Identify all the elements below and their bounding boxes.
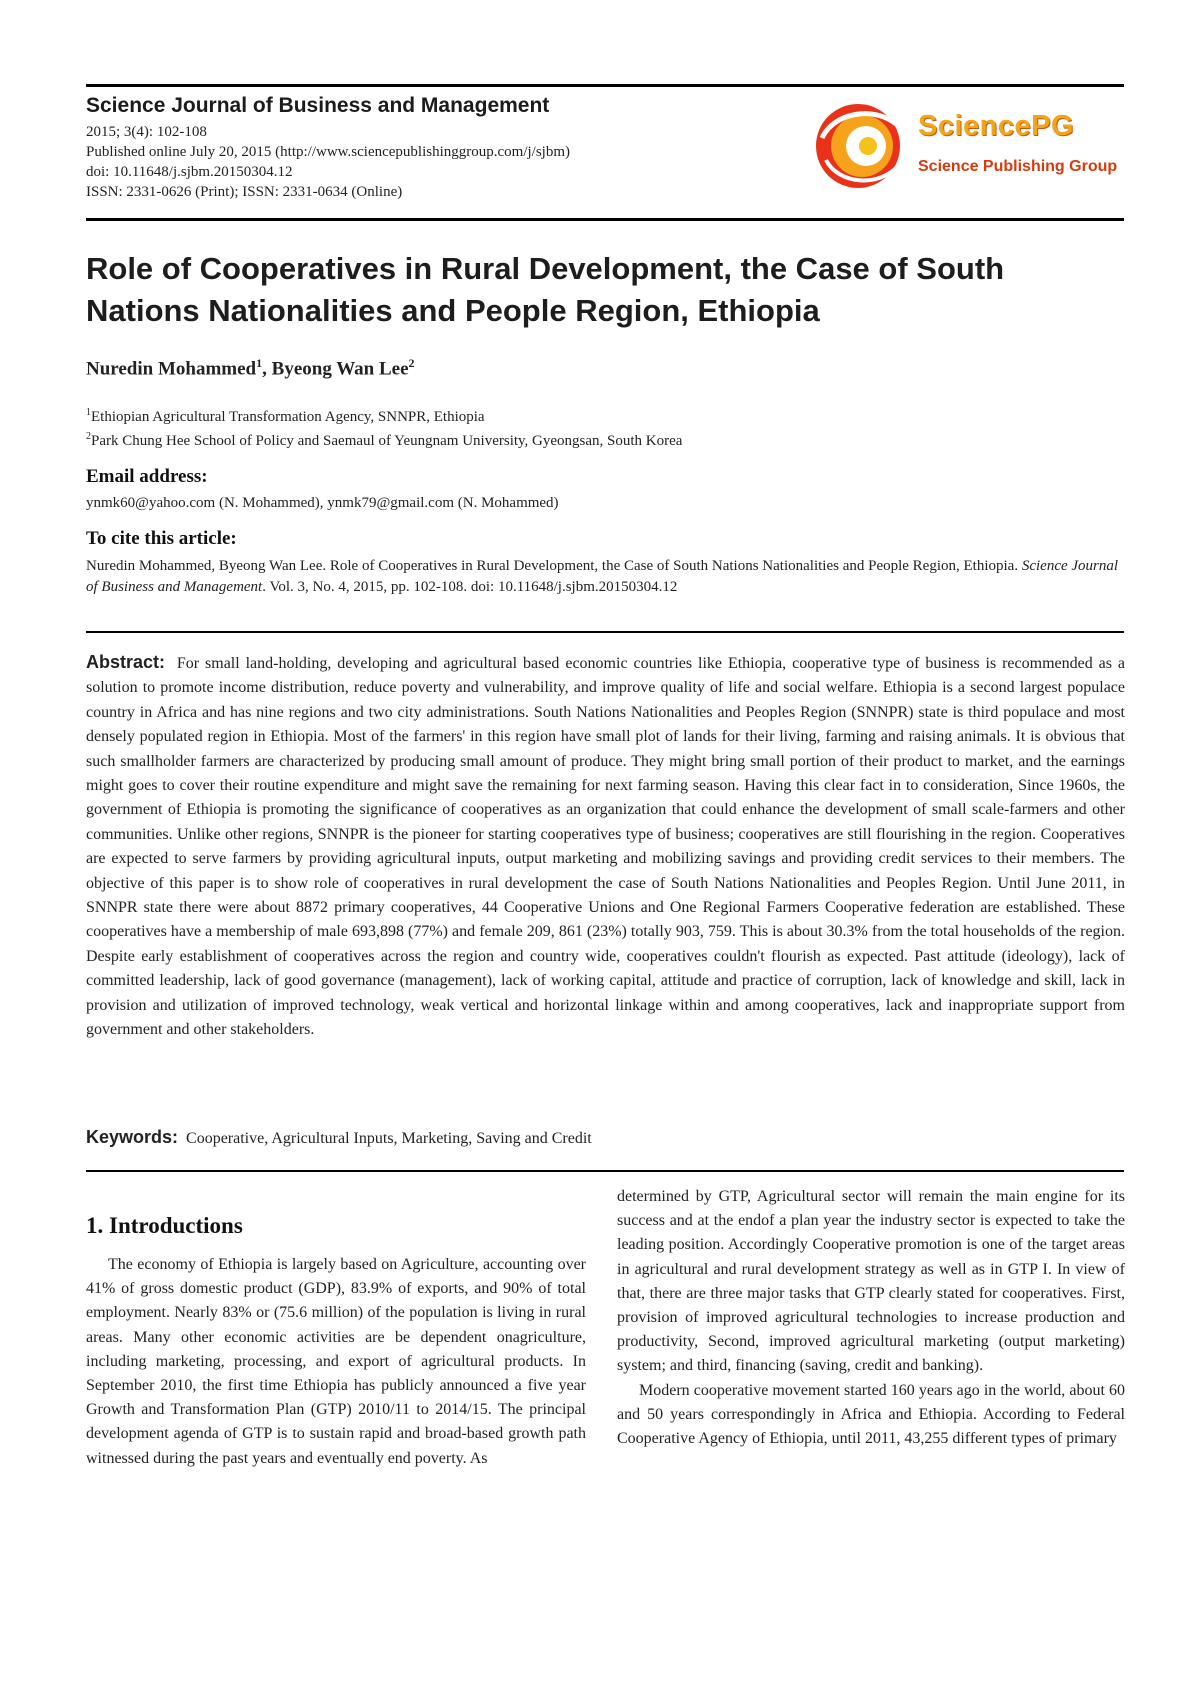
header-top-rule <box>86 84 1124 87</box>
doi-line: doi: 10.11648/j.sjbm.20150304.12 <box>86 164 293 180</box>
logo-swirl-icon <box>812 100 908 192</box>
author-sup: 2 <box>408 356 415 370</box>
keywords <box>86 1127 592 1148</box>
left-column <box>86 1253 586 1471</box>
body-paragraph: determined by GTP, Agricultural sector will remain the main engine for its success and at the endof a plan year the industry sector is expected to take the leading position. Accordingly Cooperative promotion is one of the target areas in agricultural and rural development strategy as well as in GTP I. In view of that, there are three major tasks that GTP clearly stated for cooperatives. First, provision of improved agricultural technologies to increase production and productivity, Second, improved agricultural marketing (output marketing) system; and third, financing (saving, credit and banking). <box>617 1188 1125 1375</box>
abstract-label: Abstract: <box>86 652 166 672</box>
citation-details: . Vol. 3, No. 4, 2015, pp. 102-108. doi: 10.11648/j.sjbm.20150304.12 <box>262 579 678 595</box>
citation <box>86 556 1126 598</box>
journal-meta <box>86 122 570 202</box>
affiliation-sup: 1 <box>86 407 91 418</box>
author-name: Nuredin Mohammed <box>86 358 257 380</box>
citation-text: Nuredin Mohammed, Byeong Wan Lee. Role of Cooperatives in Rural Development, the Case of South Nations Nationalities and People Region, Ethiopia. <box>86 558 1022 574</box>
section-heading: 1. Introductions <box>86 1213 243 1238</box>
abstract <box>86 650 1125 1043</box>
email-heading: Email address: <box>86 466 208 487</box>
email-addresses: ynmk60@yahoo.com (N. Mohammed), ynmk79@gmail.com (N. Mohammed) <box>86 495 559 511</box>
cite-heading: To cite this article: <box>86 528 237 549</box>
author-sup: 1 <box>256 356 263 370</box>
author-list <box>86 356 415 380</box>
citation-journal: Science Journal of Business and Management <box>86 558 1119 595</box>
article-title: Role of Cooperatives in Rural Development, the Case of South Nations Nationalities and People Region, Ethiopia <box>86 251 1005 328</box>
keywords-label: Keywords: <box>86 1127 179 1147</box>
affiliation-2 <box>86 431 682 450</box>
header-bottom-rule <box>86 218 1124 221</box>
volume-line: 2015; 3(4): 102-108 <box>86 124 207 140</box>
author-separator: , <box>262 358 272 380</box>
affiliation-text: Ethiopian Agricultural Transformation Agency, SNNPR, Ethiopia <box>91 409 485 425</box>
abstract-text: For small land-holding, developing and agricultural based economic countries like Ethiopia, cooperative type of business is recommended as a solution to promote income distribution, reduce poverty and vulnerability, and improve quality of life and social welfare. Ethiopia is a second largest populace country in Africa and has nine regions and two city administrations. South Nations Nationalities and Peoples Region (SNNPR) state is third populace and most densely populated region in Ethiopia. Most of the farmers' in this region have small plot of lands for their living, farming and raising animals. It is obvious that such smallholder farmers are characterized by producing small amount of produce. They might bring small portion of their product to market, and the earnings might goes to cover their routine expenditure and might save the remaining for next farming season. Having this clear fact in to consideration, Since 1960s, the government of Ethiopia is promoting the significance of cooperatives as an organization that could enhance the development of small scale-farmers and other communities. Unlike other regions, SNNPR is the pioneer for starting cooperatives type of business; cooperatives are still flourishing in the region. Cooperatives are expected to serve farmers by providing agricultural inputs, output marketing and mobilizing savings and providing credit services to their members. The objective of this paper is to show role of cooperatives in rural development the case of South Nations Nationalities and Peoples Region. Until June 2011, in SNNPR state there were about 8872 primary cooperatives, 44 Cooperative Unions and One Regional Farmers Cooperative federation are established. These cooperatives have a membership of male 693,898 (77%) and female 209, 861 (23%) totally 903, 759. This is about 30.3% from the total households of the region. Despite early establishment of cooperatives across the region and country wide, cooperatives couldn't flourish as expected. Past attitude (ideology), lack of committed leadership, lack of good governance (management), lack of working capital, attitude and practice of corruption, lack of knowledge and skill, lack in provision and utilization of improved technology, weak vertical and horizontal linkage within and among cooperatives, lack and inappropriate support from government and other stakeholders. <box>86 655 1126 1039</box>
keywords-text: Cooperative, Agricultural Inputs, Marketing, Saving and Credit <box>186 1130 592 1147</box>
body-paragraph: Modern cooperative movement started 160 years ago in the world, about 60 and 50 years correspondingly in Africa and Ethiopia. According to Federal Cooperative Agency of Ethiopia, until 2011, 43,255 different types of primary <box>617 1381 1125 1448</box>
published-line: Published online July 20, 2015 (http://www.sciencepublishinggroup.com/j/sjbm) <box>86 144 570 160</box>
right-column <box>617 1185 1125 1451</box>
affiliation-sup: 2 <box>86 431 91 442</box>
abstract-bottom-rule <box>86 1170 1124 1172</box>
affiliation-1 <box>86 407 485 426</box>
abstract-top-rule <box>86 631 1124 633</box>
journal-name: Science Journal of Business and Management <box>86 94 550 117</box>
sciencepg-logo <box>812 100 1118 192</box>
body-paragraph: The economy of Ethiopia is largely based on Agriculture, accounting over 41% of gross domestic product (GDP), 83.9% of exports, and 90% of total employment. Nearly 83% or (75.6 million) of the population is living in rural areas. Many other economic activities are be dependent onagriculture, including marketing, processing, and export of agricultural products. In September 2010, the first time Ethiopia has publicly announced a five year Growth and Transformation Plan (GTP) 2010/11 to 2014/15. The principal development agenda of GTP is to sustain rapid and broad-based growth path witnessed during the past years and eventually end poverty. As <box>86 1256 586 1467</box>
affiliation-text: Park Chung Hee School of Policy and Saemaul of Yeungnam University, Gyeongsan, South Korea <box>91 433 683 449</box>
logo-title: SciencePG <box>918 110 1075 142</box>
author-name: Byeong Wan Lee <box>271 358 409 380</box>
issn-line: ISSN: 2331-0626 (Print); ISSN: 2331-0634 (Online) <box>86 184 403 200</box>
logo-subtitle: Science Publishing Group <box>918 158 1118 175</box>
